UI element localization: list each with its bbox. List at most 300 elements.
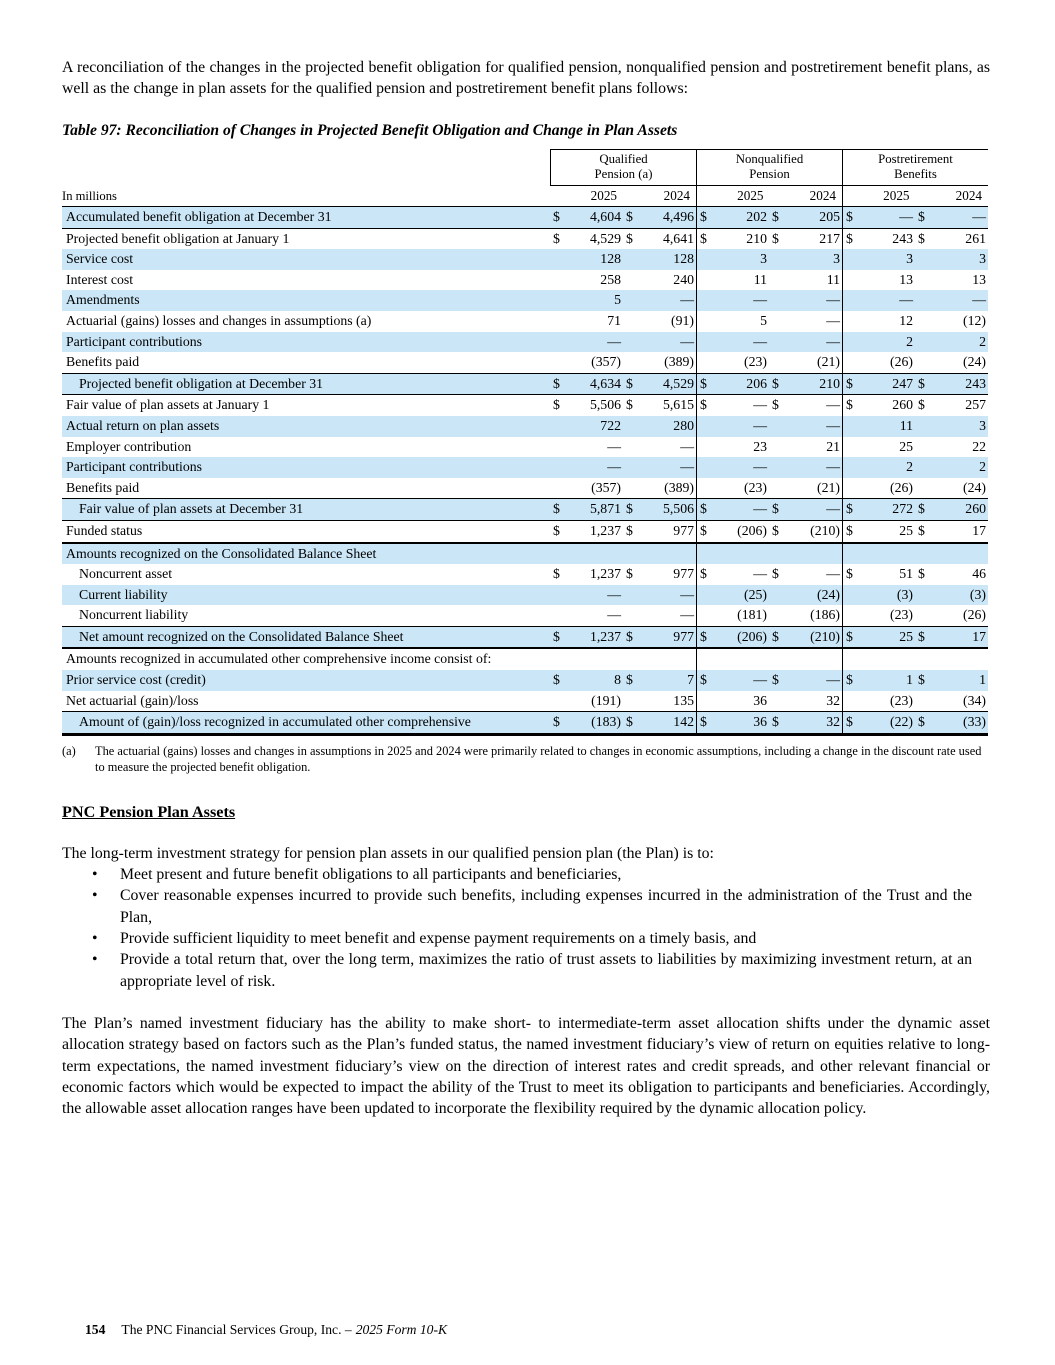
row-label: Participant contributions	[66, 333, 203, 349]
cell-currency-symbol	[550, 352, 572, 373]
cell-currency-symbol	[696, 332, 718, 353]
cell-value: —	[826, 333, 840, 349]
cell-value: 977	[673, 522, 694, 538]
cell-value	[645, 649, 696, 670]
cell-currency-symbol: $	[772, 209, 779, 224]
cell-currency-symbol: $	[696, 564, 718, 585]
cell-value: 71	[607, 312, 621, 328]
bullet-icon: •	[92, 887, 98, 905]
cell-currency-symbol	[550, 437, 572, 458]
cell-currency-symbol: $	[918, 501, 925, 517]
cell-currency-symbol	[769, 649, 791, 670]
cell-value: (357)	[591, 479, 621, 495]
cell-currency-symbol: $	[918, 566, 925, 582]
cell-currency-symbol	[842, 437, 864, 458]
cell-value: 4,634	[589, 375, 621, 391]
cell-value: 3	[979, 251, 986, 267]
cell-currency-symbol: $	[842, 395, 864, 416]
cell-currency-symbol	[550, 416, 572, 437]
cell-value: (26)	[963, 607, 986, 623]
bullet-item	[62, 949, 990, 992]
cell-value: 46	[972, 566, 986, 582]
cell-currency-symbol: $	[842, 229, 864, 250]
table-row	[62, 416, 988, 437]
cell-value: (21)	[817, 479, 840, 495]
cell-currency-symbol	[623, 249, 645, 270]
footnote	[62, 743, 988, 776]
cell-currency-symbol: $	[553, 566, 560, 582]
cell-value: (12)	[963, 312, 986, 328]
row-label: Amendments	[66, 292, 140, 308]
cell-value: —	[607, 607, 621, 623]
cell-currency-symbol	[915, 352, 937, 373]
cell-value: 12	[899, 312, 913, 328]
cell-value: 21	[826, 438, 840, 454]
cell-value: —	[680, 292, 694, 308]
cell-value: —	[972, 209, 986, 224]
cell-currency-symbol: $	[696, 229, 718, 250]
cell-currency-symbol	[696, 416, 718, 437]
bullet-icon: •	[92, 951, 98, 969]
cell-value	[791, 649, 842, 670]
cell-currency-symbol: $	[918, 672, 925, 688]
cell-value: —	[753, 672, 767, 688]
cell-currency-symbol	[696, 311, 718, 332]
cell-currency-symbol	[769, 437, 791, 458]
table-row	[62, 649, 988, 670]
cell-value: —	[899, 209, 913, 224]
footnote-marker: (a)	[62, 743, 76, 758]
row-label: Actuarial (gains) losses and changes in assumptions (a)	[66, 312, 372, 328]
cell-value: (23)	[890, 692, 913, 708]
cell-currency-symbol	[623, 437, 645, 458]
cell-value: 22	[972, 438, 986, 454]
cell-value: —	[826, 501, 840, 517]
cell-currency-symbol	[550, 290, 572, 311]
table-row	[62, 207, 988, 229]
cell-currency-symbol: $	[696, 374, 718, 395]
cell-value: —	[753, 566, 767, 582]
cell-currency-symbol	[623, 352, 645, 373]
cell-value: —	[607, 586, 621, 602]
cell-currency-symbol	[915, 544, 937, 565]
table-row	[62, 311, 988, 332]
cell-currency-symbol	[842, 249, 864, 270]
cell-value: 142	[673, 714, 694, 730]
cell-value: 8	[614, 672, 621, 688]
cell-currency-symbol	[769, 691, 791, 712]
footnote-text: The actuarial (gains) losses and changes in assumptions in 2025 and 2024 were primarily related to changes in economic assumptions, including a change in the discount rate used to measure the projected benefit obligation.	[95, 743, 982, 775]
cell-value: —	[753, 459, 767, 475]
cell-value	[645, 544, 696, 565]
bullet-text: Provide sufficient liquidity to meet benefit and expense payment requirements on a timely basis, and	[120, 930, 757, 948]
cell-value: 258	[600, 271, 621, 287]
cell-currency-symbol: $	[553, 209, 560, 224]
year-label: 2025	[737, 188, 764, 203]
cell-currency-symbol: $	[553, 230, 560, 246]
table-row	[62, 544, 988, 565]
table-row	[62, 437, 988, 458]
cell-value: 4,641	[662, 230, 694, 246]
cell-currency-symbol	[769, 270, 791, 291]
year-label: 2024	[663, 188, 690, 203]
cell-value: —	[753, 292, 767, 308]
cell-value	[718, 544, 769, 565]
cell-currency-symbol: $	[696, 670, 718, 691]
cell-currency-symbol: $	[772, 501, 779, 517]
cell-value	[864, 649, 915, 670]
cell-currency-symbol: $	[553, 501, 560, 517]
year-label: 2025	[883, 188, 910, 203]
cell-value	[864, 544, 915, 565]
cell-value: (24)	[963, 354, 986, 370]
table-row	[62, 478, 988, 499]
cell-currency-symbol: $	[918, 230, 925, 246]
closing-paragraph: The Plan’s named investment fiduciary has the ability to make short- to intermediate-term asset allocation shifts under the dynamic asset allocation strategy based on factors such as the Plan’s funded status, the named investment fiduciary’s view of return on equities relative to long-term expectations, the named investment fiduciary’s view on the direction of interest rates and credit spreads, and other relevant financial or economic factors which would be expected to impact the ability of the Trust to meet its obligation to participants and beneficiaries. Accordingly, the allowable asset allocation ranges have been updated to incorporate the flexibility required by the dynamic allocation policy.	[62, 1014, 990, 1118]
table-row	[62, 249, 988, 270]
cell-value: 722	[600, 417, 621, 433]
row-label: Actual return on plan assets	[66, 417, 220, 433]
table-title: Table 97: Reconciliation of Changes in Projected Benefit Obligation and Change in Plan Assets	[62, 122, 678, 139]
row-label: Benefits paid	[66, 354, 140, 370]
cell-currency-symbol: $	[696, 627, 718, 648]
cell-currency-symbol	[696, 544, 718, 565]
cell-currency-symbol: $	[842, 564, 864, 585]
cell-currency-symbol	[550, 249, 572, 270]
cell-currency-symbol: $	[626, 566, 633, 582]
table-row	[62, 711, 988, 736]
cell-value	[791, 544, 842, 565]
row-label: Noncurrent asset	[79, 566, 173, 582]
row-label: Projected benefit obligation at January 1	[66, 230, 290, 246]
cell-currency-symbol	[842, 311, 864, 332]
table-row	[62, 332, 988, 353]
cell-currency-symbol	[623, 332, 645, 353]
cell-currency-symbol: $	[626, 672, 633, 688]
cell-value: (33)	[963, 714, 986, 730]
cell-value: 13	[972, 271, 986, 287]
cell-value: 4,604	[589, 209, 621, 224]
cell-currency-symbol	[769, 544, 791, 565]
row-label: Fair value of plan assets at January 1	[66, 397, 270, 413]
row-label: Net actuarial (gain)/loss	[66, 692, 199, 708]
cell-value: —	[680, 333, 694, 349]
cell-currency-symbol	[550, 605, 572, 626]
cell-currency-symbol	[842, 352, 864, 373]
cell-currency-symbol: $	[842, 627, 864, 648]
lead-paragraph: The long-term investment strategy for pension plan assets in our qualified pension plan (the Plan) is to:	[62, 844, 714, 862]
cell-currency-symbol	[915, 249, 937, 270]
cell-currency-symbol: $	[772, 566, 779, 582]
year-header-postretirement	[842, 186, 988, 206]
cell-currency-symbol	[550, 311, 572, 332]
cell-currency-symbol: $	[626, 209, 633, 224]
table-row	[62, 457, 988, 478]
table-row	[62, 290, 988, 311]
cell-value: 1	[979, 672, 986, 688]
cell-value: 280	[673, 417, 694, 433]
table-year-header	[62, 186, 988, 207]
cell-currency-symbol	[842, 332, 864, 353]
cell-currency-symbol: $	[842, 374, 864, 395]
cell-value: —	[826, 672, 840, 688]
cell-currency-symbol	[915, 585, 937, 606]
cell-value: 11	[826, 271, 840, 287]
cell-currency-symbol: $	[918, 209, 925, 224]
group-label-line: Pension (a)	[594, 167, 653, 181]
cell-value: 206	[746, 375, 767, 391]
cell-value: (183)	[591, 714, 621, 730]
year-header-qualified	[550, 186, 696, 206]
cell-value: —	[680, 459, 694, 475]
cell-currency-symbol: $	[842, 499, 864, 520]
cell-currency-symbol	[915, 437, 937, 458]
cell-currency-symbol	[696, 437, 718, 458]
cell-currency-symbol: $	[772, 375, 779, 391]
cell-currency-symbol	[842, 270, 864, 291]
cell-currency-symbol	[696, 352, 718, 373]
cell-currency-symbol	[769, 290, 791, 311]
cell-currency-symbol: $	[918, 397, 925, 413]
cell-value: 11	[753, 271, 767, 287]
cell-currency-symbol: $	[696, 207, 718, 228]
cell-currency-symbol	[769, 585, 791, 606]
cell-currency-symbol: $	[626, 628, 633, 644]
group-header-postretirement-benefits	[842, 149, 988, 186]
cell-currency-symbol	[842, 585, 864, 606]
cell-value: 3	[760, 251, 767, 267]
cell-currency-symbol: $	[842, 712, 864, 733]
cell-currency-symbol	[623, 478, 645, 499]
cell-value: 36	[753, 714, 767, 730]
cell-currency-symbol	[623, 416, 645, 437]
bullet-item	[62, 864, 990, 885]
cell-currency-symbol: $	[842, 207, 864, 228]
cell-value: (389)	[664, 479, 694, 495]
cell-value: 5	[614, 292, 621, 308]
cell-currency-symbol	[915, 605, 937, 626]
cell-currency-symbol: $	[772, 628, 779, 644]
cell-value: (357)	[591, 354, 621, 370]
cell-currency-symbol	[769, 457, 791, 478]
cell-currency-symbol	[915, 270, 937, 291]
section-heading: PNC Pension Plan Assets	[62, 802, 236, 821]
cell-currency-symbol	[915, 416, 937, 437]
cell-currency-symbol	[623, 311, 645, 332]
cell-currency-symbol	[842, 649, 864, 670]
year-label: 2025	[590, 188, 617, 203]
cell-value: (210)	[810, 522, 840, 538]
cell-currency-symbol	[696, 691, 718, 712]
cell-value: 2	[979, 333, 986, 349]
footer-company: The PNC Financial Services Group, Inc. –	[121, 1322, 352, 1337]
cell-value: —	[972, 292, 986, 308]
cell-value: —	[680, 607, 694, 623]
row-label: Amounts recognized in accumulated other comprehensive income consist of:	[66, 651, 492, 667]
cell-value: 257	[965, 397, 986, 413]
row-label: Net amount recognized on the Consolidated Balance Sheet	[79, 628, 404, 644]
row-label: Prior service cost (credit)	[66, 672, 206, 688]
table-rows	[62, 207, 988, 736]
cell-value: —	[753, 501, 767, 517]
cell-value: (34)	[963, 692, 986, 708]
row-label: Service cost	[66, 251, 134, 267]
cell-currency-symbol	[696, 649, 718, 670]
bullet-text: Provide a total return that, over the long term, maximizes the ratio of trust assets to liabilities by maximizing investment return, at an appropriate level of risk.	[120, 951, 972, 990]
cell-value: 210	[819, 375, 840, 391]
cell-currency-symbol: $	[918, 714, 925, 730]
cell-value: 5,871	[589, 501, 621, 517]
cell-value: —	[607, 333, 621, 349]
cell-currency-symbol	[696, 585, 718, 606]
cell-value: —	[899, 292, 913, 308]
table-row	[62, 373, 988, 396]
cell-currency-symbol	[769, 311, 791, 332]
cell-currency-symbol	[769, 352, 791, 373]
group-label-line: Qualified	[599, 152, 648, 166]
cell-value	[572, 649, 623, 670]
cell-currency-symbol: $	[626, 230, 633, 246]
row-label: Participant contributions	[66, 459, 203, 475]
bullet-icon: •	[92, 866, 98, 884]
cell-value: 36	[753, 692, 767, 708]
cell-value: —	[753, 333, 767, 349]
row-label: Projected benefit obligation at December 31	[79, 375, 324, 391]
cell-value: —	[607, 459, 621, 475]
cell-currency-symbol	[623, 544, 645, 565]
cell-value: 4,496	[662, 209, 694, 224]
cell-currency-symbol	[696, 290, 718, 311]
page-content	[62, 57, 990, 1119]
cell-value: 272	[892, 501, 913, 517]
cell-value: —	[826, 312, 840, 328]
cell-currency-symbol	[550, 457, 572, 478]
cell-currency-symbol	[769, 478, 791, 499]
cell-currency-symbol: $	[696, 521, 718, 542]
cell-value: (23)	[744, 354, 767, 370]
cell-value: 2	[979, 459, 986, 475]
cell-value: (22)	[890, 714, 913, 730]
table-row	[62, 229, 988, 250]
cell-currency-symbol: $	[553, 672, 560, 688]
cell-currency-symbol	[842, 290, 864, 311]
cell-value: 977	[673, 566, 694, 582]
cell-currency-symbol	[915, 311, 937, 332]
cell-currency-symbol	[915, 478, 937, 499]
row-label: Amount of (gain)/loss recognized in accumulated other comprehensive	[79, 714, 471, 730]
group-label-line: Benefits	[894, 167, 937, 181]
cell-currency-symbol: $	[696, 499, 718, 520]
row-label: Amounts recognized on the Consolidated Balance Sheet	[66, 545, 377, 561]
cell-currency-symbol	[623, 457, 645, 478]
cell-currency-symbol	[550, 585, 572, 606]
cell-currency-symbol	[696, 457, 718, 478]
cell-value: 1,237	[589, 522, 621, 538]
table-row	[62, 498, 988, 521]
cell-value: 3	[979, 417, 986, 433]
cell-value: (206)	[737, 628, 767, 644]
footer-form: 2025 Form 10-K	[355, 1322, 448, 1337]
cell-value: 13	[899, 271, 913, 287]
cell-value: 3	[906, 251, 913, 267]
cell-value: 5,506	[662, 501, 694, 517]
group-header-spacer	[62, 149, 550, 186]
cell-value: 23	[753, 438, 767, 454]
cell-value: (186)	[810, 607, 840, 623]
cell-currency-symbol: $	[918, 375, 925, 391]
cell-currency-symbol: $	[626, 501, 633, 517]
cell-currency-symbol	[915, 332, 937, 353]
cell-currency-symbol: $	[696, 712, 718, 733]
cell-value: 205	[819, 209, 840, 224]
cell-value: 5	[760, 312, 767, 328]
cell-value: 4,529	[662, 375, 694, 391]
year-label: 2024	[809, 188, 836, 203]
cell-currency-symbol	[842, 691, 864, 712]
cell-currency-symbol	[623, 691, 645, 712]
cell-value: 210	[746, 230, 767, 246]
cell-currency-symbol	[842, 605, 864, 626]
cell-currency-symbol	[623, 290, 645, 311]
cell-value: (181)	[737, 607, 767, 623]
cell-currency-symbol: $	[918, 628, 925, 644]
cell-value: (191)	[591, 692, 621, 708]
intro-paragraph: A reconciliation of the changes in the projected benefit obligation for qualified pension, nonqualified pension and postretirement benefit plans, as well as the change in plan assets for the qualified pension and postretirement benefit plans follows:	[62, 59, 990, 97]
cell-value: 260	[892, 397, 913, 413]
cell-value: (3)	[896, 586, 913, 602]
cell-value: (3)	[969, 586, 986, 602]
benefit-obligation-table	[62, 149, 988, 736]
cell-currency-symbol: $	[842, 521, 864, 542]
cell-value: 240	[673, 271, 694, 287]
group-label-line: Nonqualified	[735, 152, 804, 166]
cell-value: 2	[906, 333, 913, 349]
cell-value: —	[826, 417, 840, 433]
row-label: Noncurrent liability	[79, 607, 189, 623]
row-label: Interest cost	[66, 271, 134, 287]
cell-currency-symbol	[550, 332, 572, 353]
cell-value: 247	[892, 375, 913, 391]
bullet-text: Cover reasonable expenses incurred to provide such benefits, including expenses incurred in the administration of the Trust and the Plan,	[120, 887, 972, 926]
cell-value	[718, 649, 769, 670]
cell-currency-symbol: $	[772, 522, 779, 538]
cell-value: (23)	[744, 479, 767, 495]
cell-currency-symbol	[550, 691, 572, 712]
bullet-list	[62, 864, 990, 992]
cell-currency-symbol: $	[553, 375, 560, 391]
cell-currency-symbol	[623, 649, 645, 670]
cell-currency-symbol: $	[772, 714, 779, 730]
cell-value: 5,615	[662, 397, 694, 413]
cell-currency-symbol: $	[772, 672, 779, 688]
cell-currency-symbol	[696, 249, 718, 270]
cell-value: —	[826, 397, 840, 413]
cell-value: 261	[965, 230, 986, 246]
table-row	[62, 521, 988, 544]
cell-currency-symbol	[842, 478, 864, 499]
cell-value: (206)	[737, 522, 767, 538]
cell-currency-symbol	[623, 605, 645, 626]
cell-value: 4,529	[589, 230, 621, 246]
table-row	[62, 270, 988, 291]
bullet-icon: •	[92, 930, 98, 948]
cell-value: (26)	[890, 479, 913, 495]
group-header-qualified-pension	[550, 149, 696, 186]
cell-value: 17	[972, 628, 986, 644]
cell-currency-symbol: $	[553, 714, 560, 730]
table-row	[62, 691, 988, 712]
row-label: Accumulated benefit obligation at December 31	[66, 209, 332, 224]
